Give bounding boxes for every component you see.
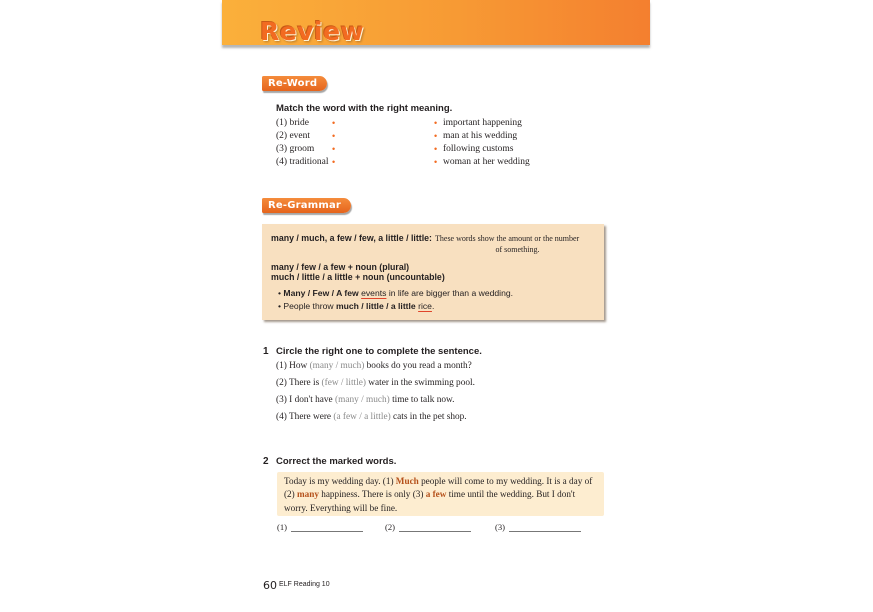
item-options[interactable]: (a few / a little) xyxy=(333,412,391,422)
answer-1 xyxy=(277,521,363,532)
example-noun: events xyxy=(361,288,387,298)
reword-badge: Re-Word xyxy=(262,76,327,91)
item-options[interactable]: (few / little) xyxy=(321,378,366,388)
match-word: (2) event xyxy=(276,131,311,141)
bullet: • xyxy=(278,288,282,298)
q1-item xyxy=(276,361,472,371)
match-meaning: important happening xyxy=(443,118,522,128)
passage-segment: time until the wedding. But I don't worry. Everything will be fine. xyxy=(284,489,576,513)
item-text: (2) There is xyxy=(276,378,320,388)
example-options: Many / Few / A few xyxy=(283,288,359,298)
answer-label: (3) xyxy=(495,522,506,532)
q1-item xyxy=(276,412,467,422)
grammar-heading: many / much, a few / few, a little / little: xyxy=(271,233,432,243)
item-text: time to talk now. xyxy=(392,395,455,405)
example-noun: rice xyxy=(418,301,432,311)
marked-word: many xyxy=(297,489,319,500)
item-text: books do you read a month? xyxy=(366,361,472,371)
grammar-description xyxy=(435,233,600,255)
match-dot-left[interactable]: • xyxy=(332,131,336,141)
question-1-title: Circle the right one to complete the sentence. xyxy=(276,346,482,357)
example-options: much / little / a little xyxy=(335,301,416,311)
match-word: (1) bride xyxy=(276,118,309,128)
answer-label: (1) xyxy=(277,522,288,532)
match-dot-right[interactable]: • xyxy=(434,144,438,154)
question-2-title: Correct the marked words. xyxy=(276,456,397,467)
q1-item xyxy=(276,378,475,388)
example-pre: People throw xyxy=(283,301,334,311)
answer-2 xyxy=(385,521,471,532)
answer-label: (2) xyxy=(385,522,396,532)
answer-blank[interactable] xyxy=(399,521,471,532)
q1-item xyxy=(276,395,454,405)
item-text: (1) How xyxy=(276,361,308,371)
review-header-banner xyxy=(222,0,650,45)
answer-blank[interactable] xyxy=(291,521,363,532)
answer-3 xyxy=(495,521,581,532)
grammar-rule-uncountable: much / little / a little + noun (uncountable) xyxy=(271,272,445,282)
passage-segment: people will come to my wedding. It is a day of (2) xyxy=(284,476,593,500)
match-dot-left[interactable]: • xyxy=(332,118,336,128)
passage-segment: happiness. There is only (3) xyxy=(321,489,424,500)
match-dot-right[interactable]: • xyxy=(434,118,438,128)
item-text: (4) There were xyxy=(276,412,332,422)
match-meaning: man at his wedding xyxy=(443,131,518,141)
bullet: • xyxy=(278,301,282,311)
page-title: Review xyxy=(260,17,365,46)
passage-box xyxy=(277,472,604,516)
page-number: 60 xyxy=(263,579,277,592)
question-2-number: 2 xyxy=(263,456,269,467)
match-dot-left[interactable]: • xyxy=(332,144,336,154)
marked-word: Much xyxy=(395,476,419,486)
item-text: cats in the pet shop. xyxy=(393,412,467,422)
book-title: ELF Reading 10 xyxy=(279,581,330,588)
question-1-number: 1 xyxy=(263,346,269,357)
regrammar-badge: Re-Grammar xyxy=(262,198,351,213)
match-word: (4) traditional xyxy=(276,157,329,167)
grammar-desc-line2: of something. xyxy=(495,245,540,254)
grammar-example-1 xyxy=(278,288,513,298)
grammar-desc-line1: These words show the amount or the number xyxy=(435,234,580,243)
item-options[interactable]: (many / much) xyxy=(309,361,365,371)
example-rest: in life are bigger than a wedding. xyxy=(388,288,514,298)
match-meaning: woman at her wedding xyxy=(443,157,530,167)
grammar-box xyxy=(262,224,604,320)
example-end: . xyxy=(431,301,435,311)
match-dot-left[interactable]: • xyxy=(332,157,336,167)
grammar-rule-plural: many / few / a few + noun (plural) xyxy=(271,262,410,272)
item-text: (3) I don't have xyxy=(276,395,333,405)
match-word: (3) groom xyxy=(276,144,315,154)
passage-segment: Today is my wedding day. (1) xyxy=(284,476,394,486)
item-text: water in the swimming pool. xyxy=(368,378,475,388)
grammar-example-2 xyxy=(278,301,434,311)
item-options[interactable]: (many / much) xyxy=(335,395,390,405)
reword-instruction: Match the word with the right meaning. xyxy=(276,103,453,114)
match-meaning: following customs xyxy=(443,144,514,154)
answer-blank[interactable] xyxy=(509,521,581,532)
match-dot-right[interactable]: • xyxy=(434,131,438,141)
match-dot-right[interactable]: • xyxy=(434,157,438,167)
passage-text xyxy=(284,475,600,515)
marked-word: a few xyxy=(425,489,447,500)
